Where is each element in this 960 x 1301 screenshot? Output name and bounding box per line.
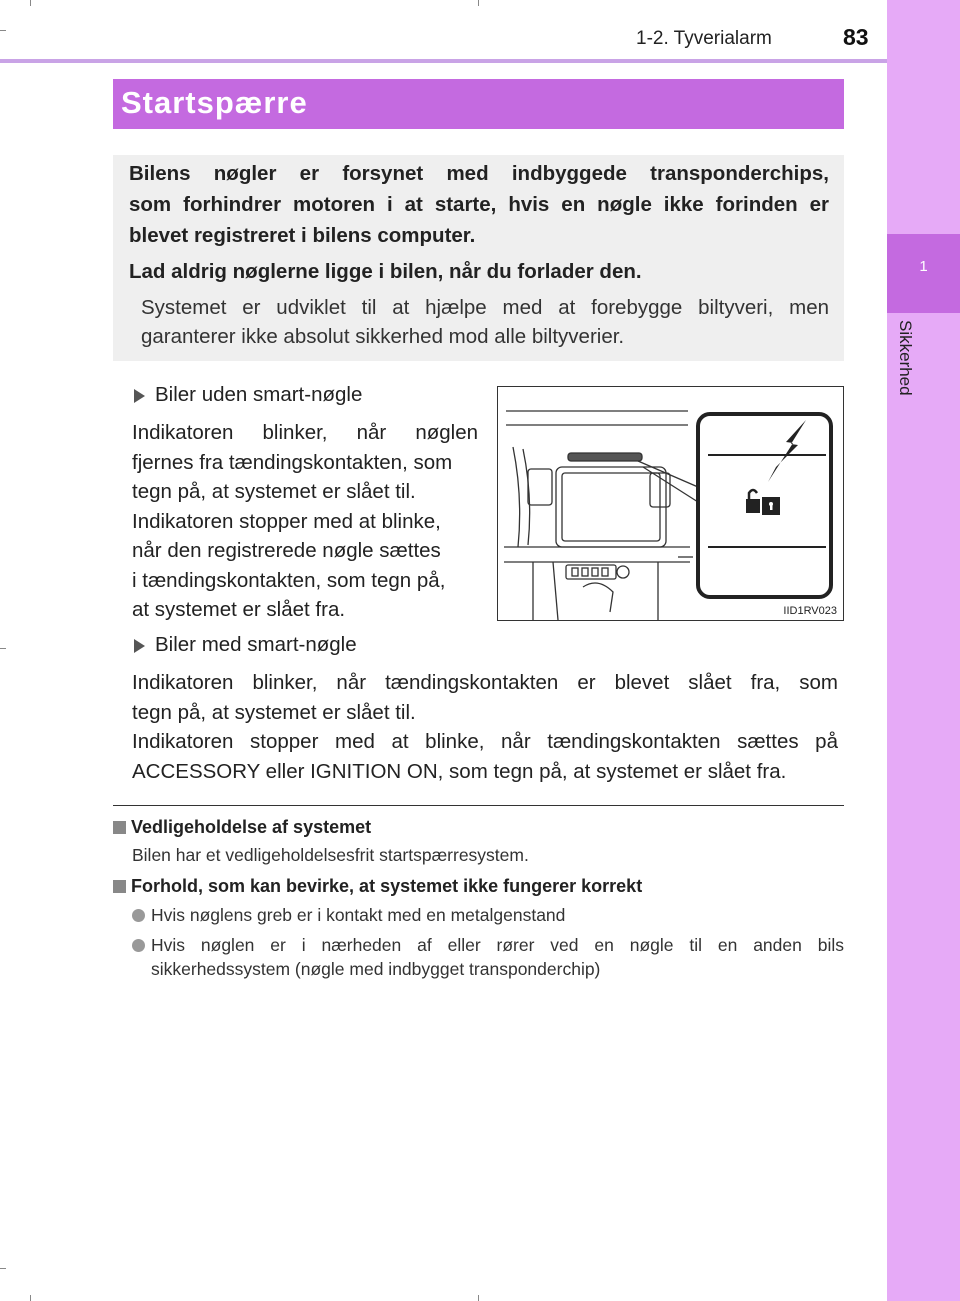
note-item — [132, 905, 565, 926]
note-heading-maintenance — [113, 817, 371, 838]
square-bullet-icon — [113, 880, 126, 893]
circle-bullet-icon — [132, 939, 145, 952]
body-line: fjernes fra tændingskontakten, som — [132, 451, 453, 474]
dashboard-illustration-icon — [498, 387, 843, 620]
note-heading-maintenance-text: Vedligeholdelse af systemet — [131, 817, 372, 837]
section-title: 1-2. Tyverialarm — [636, 28, 772, 49]
header-rule — [0, 59, 887, 63]
square-bullet-icon — [113, 821, 126, 834]
note-item-text: Hvis nøglen er i nærheden af eller rører ved en nøgle til en anden bils — [151, 935, 844, 955]
crop-mark — [30, 1295, 31, 1301]
body-line: i tændingskontakten, som tegn på, — [132, 569, 446, 592]
chapter-number: 1 — [919, 258, 928, 275]
triangle-bullet-icon — [134, 639, 145, 653]
body-line: Indikatoren stopper med at blinke, — [132, 510, 441, 533]
intro-bold-line: som forhindrer motoren i at starte, hvis en nøgle ikke forinden er — [129, 193, 829, 216]
intro-warning: Lad aldrig nøglerne ligge i bilen, når du forlader den. — [129, 260, 642, 283]
crop-mark — [0, 1268, 6, 1269]
intro-box — [113, 155, 844, 361]
intro-bold-line: blevet registreret i bilens computer. — [129, 224, 476, 247]
title-bar — [113, 79, 844, 129]
body-line: Indikatoren blinker, når nøglen — [132, 421, 478, 444]
heading-smart-key-text: Biler med smart-nøgle — [155, 633, 357, 656]
triangle-bullet-icon — [134, 389, 145, 403]
intro-normal-line: Systemet er udviklet til at hjælpe med at forebygge biltyveri, men — [141, 296, 829, 319]
body-line: ACCESSORY eller IGNITION ON, som tegn på, at systemet er slået fra. — [132, 760, 787, 783]
figure-code: IID1RV023 — [783, 605, 837, 617]
note-heading-conditions-text: Forhold, som kan bevirke, at systemet ikke fungerer korrekt — [131, 876, 643, 896]
dashboard-figure — [497, 386, 844, 621]
note-item-text: Hvis nøglens greb er i kontakt med en metalgenstand — [151, 905, 566, 925]
circle-bullet-icon — [132, 909, 145, 922]
chapter-title: Sikkerhed — [896, 320, 915, 396]
crop-mark — [478, 0, 479, 6]
body-line: Indikatoren blinker, når tændingskontakten er blevet slået fra, som — [132, 671, 838, 694]
note-heading-conditions — [113, 876, 642, 897]
heading-no-smart-key — [134, 383, 362, 407]
intro-bold-line: Bilens nøgler er forsynet med indbyggede transponderchips, — [129, 162, 829, 185]
page-title: Startspærre — [121, 85, 308, 120]
body-line: tegn på, at systemet er slået til. — [132, 701, 416, 724]
note-item-text: sikkerhedssystem (nøgle med indbygget transponderchip) — [151, 959, 601, 979]
intro-normal-line: garanterer ikke absolut sikkerhed mod alle biltyverier. — [141, 325, 625, 348]
body-line: når den registrerede nøgle sættes — [132, 539, 441, 562]
crop-mark — [0, 30, 6, 31]
heading-smart-key — [134, 633, 357, 657]
body-line: Indikatoren stopper med at blinke, når tændingskontakten sættes på — [132, 730, 838, 753]
chapter-title-container — [895, 320, 915, 440]
heading-no-smart-key-text: Biler uden smart-nøgle — [155, 383, 363, 406]
crop-mark — [30, 0, 31, 6]
page-number: 83 — [843, 24, 869, 50]
crop-mark — [0, 648, 6, 649]
body-line: at systemet er slået fra. — [132, 598, 346, 621]
body-line: tegn på, at systemet er slået til. — [132, 480, 416, 503]
note-text-maintenance: Bilen har et vedligeholdelsesfrit startspærresystem. — [132, 845, 529, 865]
note-item — [132, 935, 844, 980]
notes-divider — [113, 805, 844, 806]
chapter-sidebar — [887, 0, 960, 1301]
crop-mark — [478, 1295, 479, 1301]
